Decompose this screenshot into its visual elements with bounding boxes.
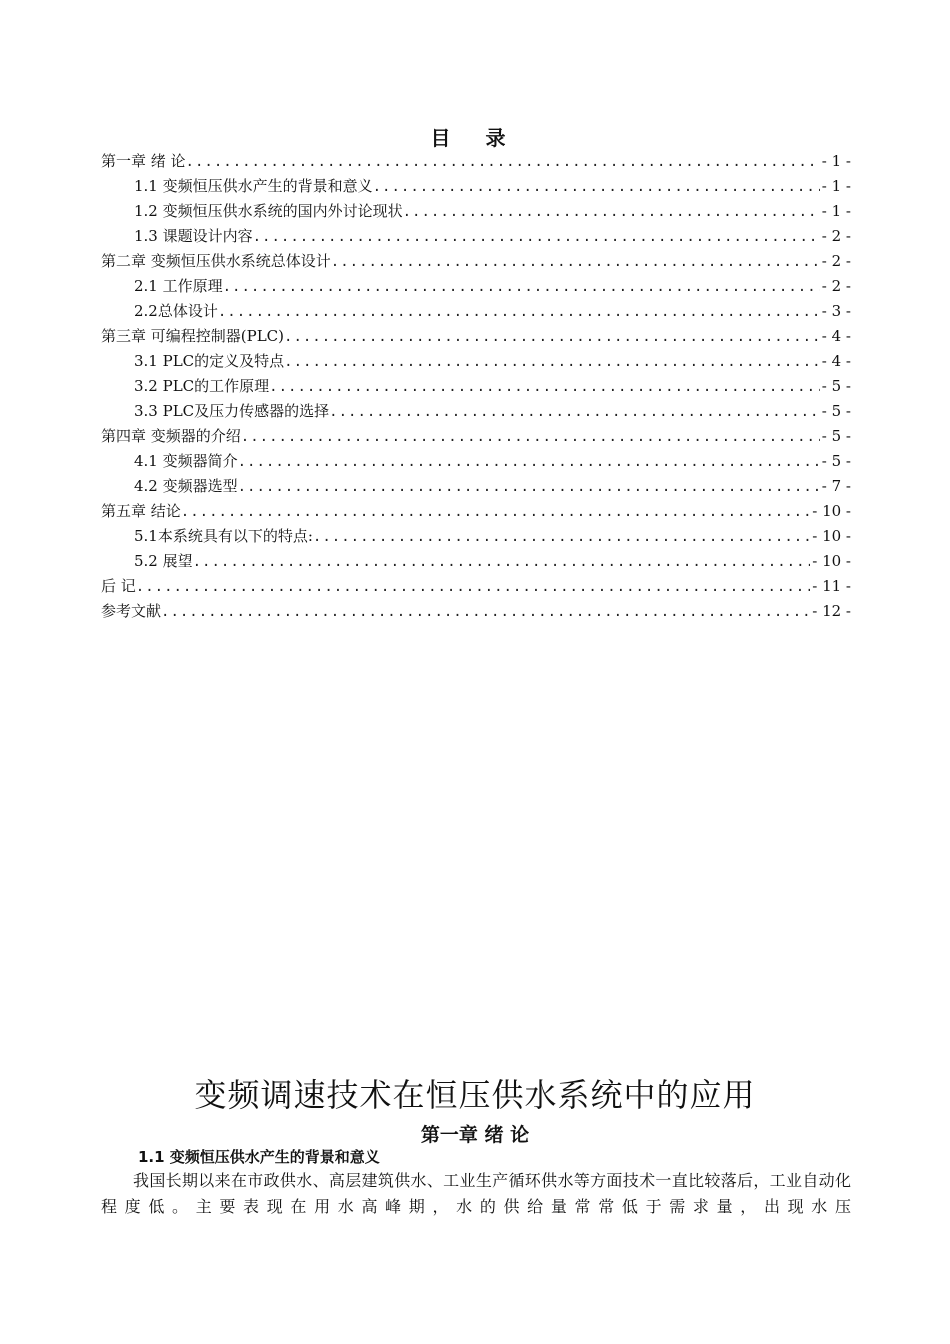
toc-entry-page: - 1 - [821, 202, 851, 220]
toc-entry[interactable] [101, 349, 851, 374]
toc-leader-dots [238, 450, 820, 474]
toc-leader-dots [161, 600, 810, 624]
document-title: 变频调速技术在恒压供水系统中的应用 [194, 1076, 756, 1114]
toc-leader-dots [284, 325, 820, 349]
toc-leader-dots [284, 350, 820, 374]
toc-entry-page: - 4 - [821, 327, 851, 345]
toc-entry[interactable] [101, 174, 851, 199]
toc-leader-dots [253, 225, 820, 249]
toc-entry[interactable] [101, 524, 851, 549]
toc-entry-label: 2.2总体设计 [134, 302, 218, 320]
table-of-contents [101, 149, 851, 624]
toc-entry[interactable] [101, 399, 851, 424]
toc-entry-label: 3.2 PLC的工作原理 [134, 377, 270, 395]
toc-entry-page: - 2 - [821, 252, 851, 270]
toc-entry[interactable] [101, 499, 851, 524]
toc-entry-label: 4.2 变频器选型 [134, 477, 238, 495]
toc-entry-label: 3.3 PLC及压力传感器的选择 [134, 402, 330, 420]
toc-entry-label: 2.1 工作原理 [134, 277, 223, 295]
toc-entry[interactable] [101, 149, 851, 174]
toc-title: 目 录 [430, 126, 520, 150]
toc-entry-label: 第四章 变频器的介绍 [101, 427, 241, 445]
toc-entry-label: 5.1本系统具有以下的特点: [134, 527, 313, 545]
toc-leader-dots [218, 300, 820, 324]
toc-entry-label: 第二章 变频恒压供水系统总体设计 [101, 252, 331, 270]
toc-entry-label: 第一章 绪 论 [101, 152, 186, 170]
toc-leader-dots [136, 575, 810, 599]
toc-entry-label: 1.1 变频恒压供水产生的背景和意义 [134, 177, 373, 195]
toc-entry-label: 参考文献 [101, 602, 162, 620]
toc-entry-page: - 4 - [821, 352, 851, 370]
toc-entry-page: - 7 - [821, 477, 851, 495]
toc-entry-page: - 12 - [812, 602, 851, 620]
toc-leader-dots [269, 375, 820, 399]
toc-entry-page: - 5 - [821, 402, 851, 420]
toc-leader-dots [241, 425, 820, 449]
toc-leader-dots [186, 150, 820, 174]
toc-entry-label: 第五章 结论 [101, 502, 181, 520]
toc-entry[interactable] [101, 549, 851, 574]
toc-leader-dots [403, 200, 820, 224]
toc-entry[interactable] [101, 374, 851, 399]
body-paragraph: 我国长期以来在市政供水、高层建筑供水、工业生产循环供水等方面技术一直比较落后，工业自动化程度低。主要表现在用水高峰期，水的供给量常常低于需求量，出现水压 [101, 1171, 851, 1216]
toc-entry-page: - 11 - [812, 577, 851, 595]
toc-leader-dots [193, 550, 811, 574]
section-title: 1.1 变频恒压供水产生的背景和意义 [138, 1148, 380, 1166]
toc-entry-label: 1.3 课题设计内容 [134, 227, 253, 245]
toc-entry-page: - 10 - [812, 552, 851, 570]
toc-entry-page: - 1 - [821, 177, 851, 195]
toc-entry[interactable] [101, 449, 851, 474]
toc-entry[interactable] [101, 474, 851, 499]
toc-entry-page: - 2 - [821, 227, 851, 245]
toc-leader-dots [223, 275, 820, 299]
toc-leader-dots [238, 475, 820, 499]
toc-entry[interactable] [101, 324, 851, 349]
toc-entry[interactable] [101, 274, 851, 299]
toc-entry-label: 第三章 可编程控制器(PLC) [101, 327, 285, 345]
toc-entry-page: - 5 - [821, 452, 851, 470]
toc-entry[interactable] [101, 249, 851, 274]
toc-entry[interactable] [101, 574, 851, 599]
chapter-title: 第一章 绪 论 [420, 1124, 530, 1146]
toc-entry[interactable] [101, 424, 851, 449]
toc-entry-page: - 1 - [821, 152, 851, 170]
toc-entry-page: - 5 - [821, 377, 851, 395]
toc-entry-label: 3.1 PLC的定义及特点 [134, 352, 285, 370]
toc-entry-label: 4.1 变频器简介 [134, 452, 238, 470]
toc-leader-dots [313, 525, 810, 549]
toc-entry-page: - 10 - [812, 502, 851, 520]
toc-entry[interactable] [101, 199, 851, 224]
toc-entry[interactable] [101, 599, 851, 624]
toc-entry[interactable] [101, 299, 851, 324]
toc-leader-dots [331, 250, 820, 274]
toc-entry-label: 1.2 变频恒压供水系统的国内外讨论现状 [134, 202, 403, 220]
toc-leader-dots [373, 175, 820, 199]
toc-entry-label: 5.2 展望 [134, 552, 193, 570]
toc-leader-dots [329, 400, 820, 424]
toc-leader-dots [181, 500, 810, 524]
toc-entry-page: - 5 - [821, 427, 851, 445]
toc-entry-page: - 3 - [821, 302, 851, 320]
toc-entry-page: - 10 - [812, 527, 851, 545]
toc-entry[interactable] [101, 224, 851, 249]
toc-entry-label: 后 记 [101, 577, 136, 595]
toc-entry-page: - 2 - [821, 277, 851, 295]
